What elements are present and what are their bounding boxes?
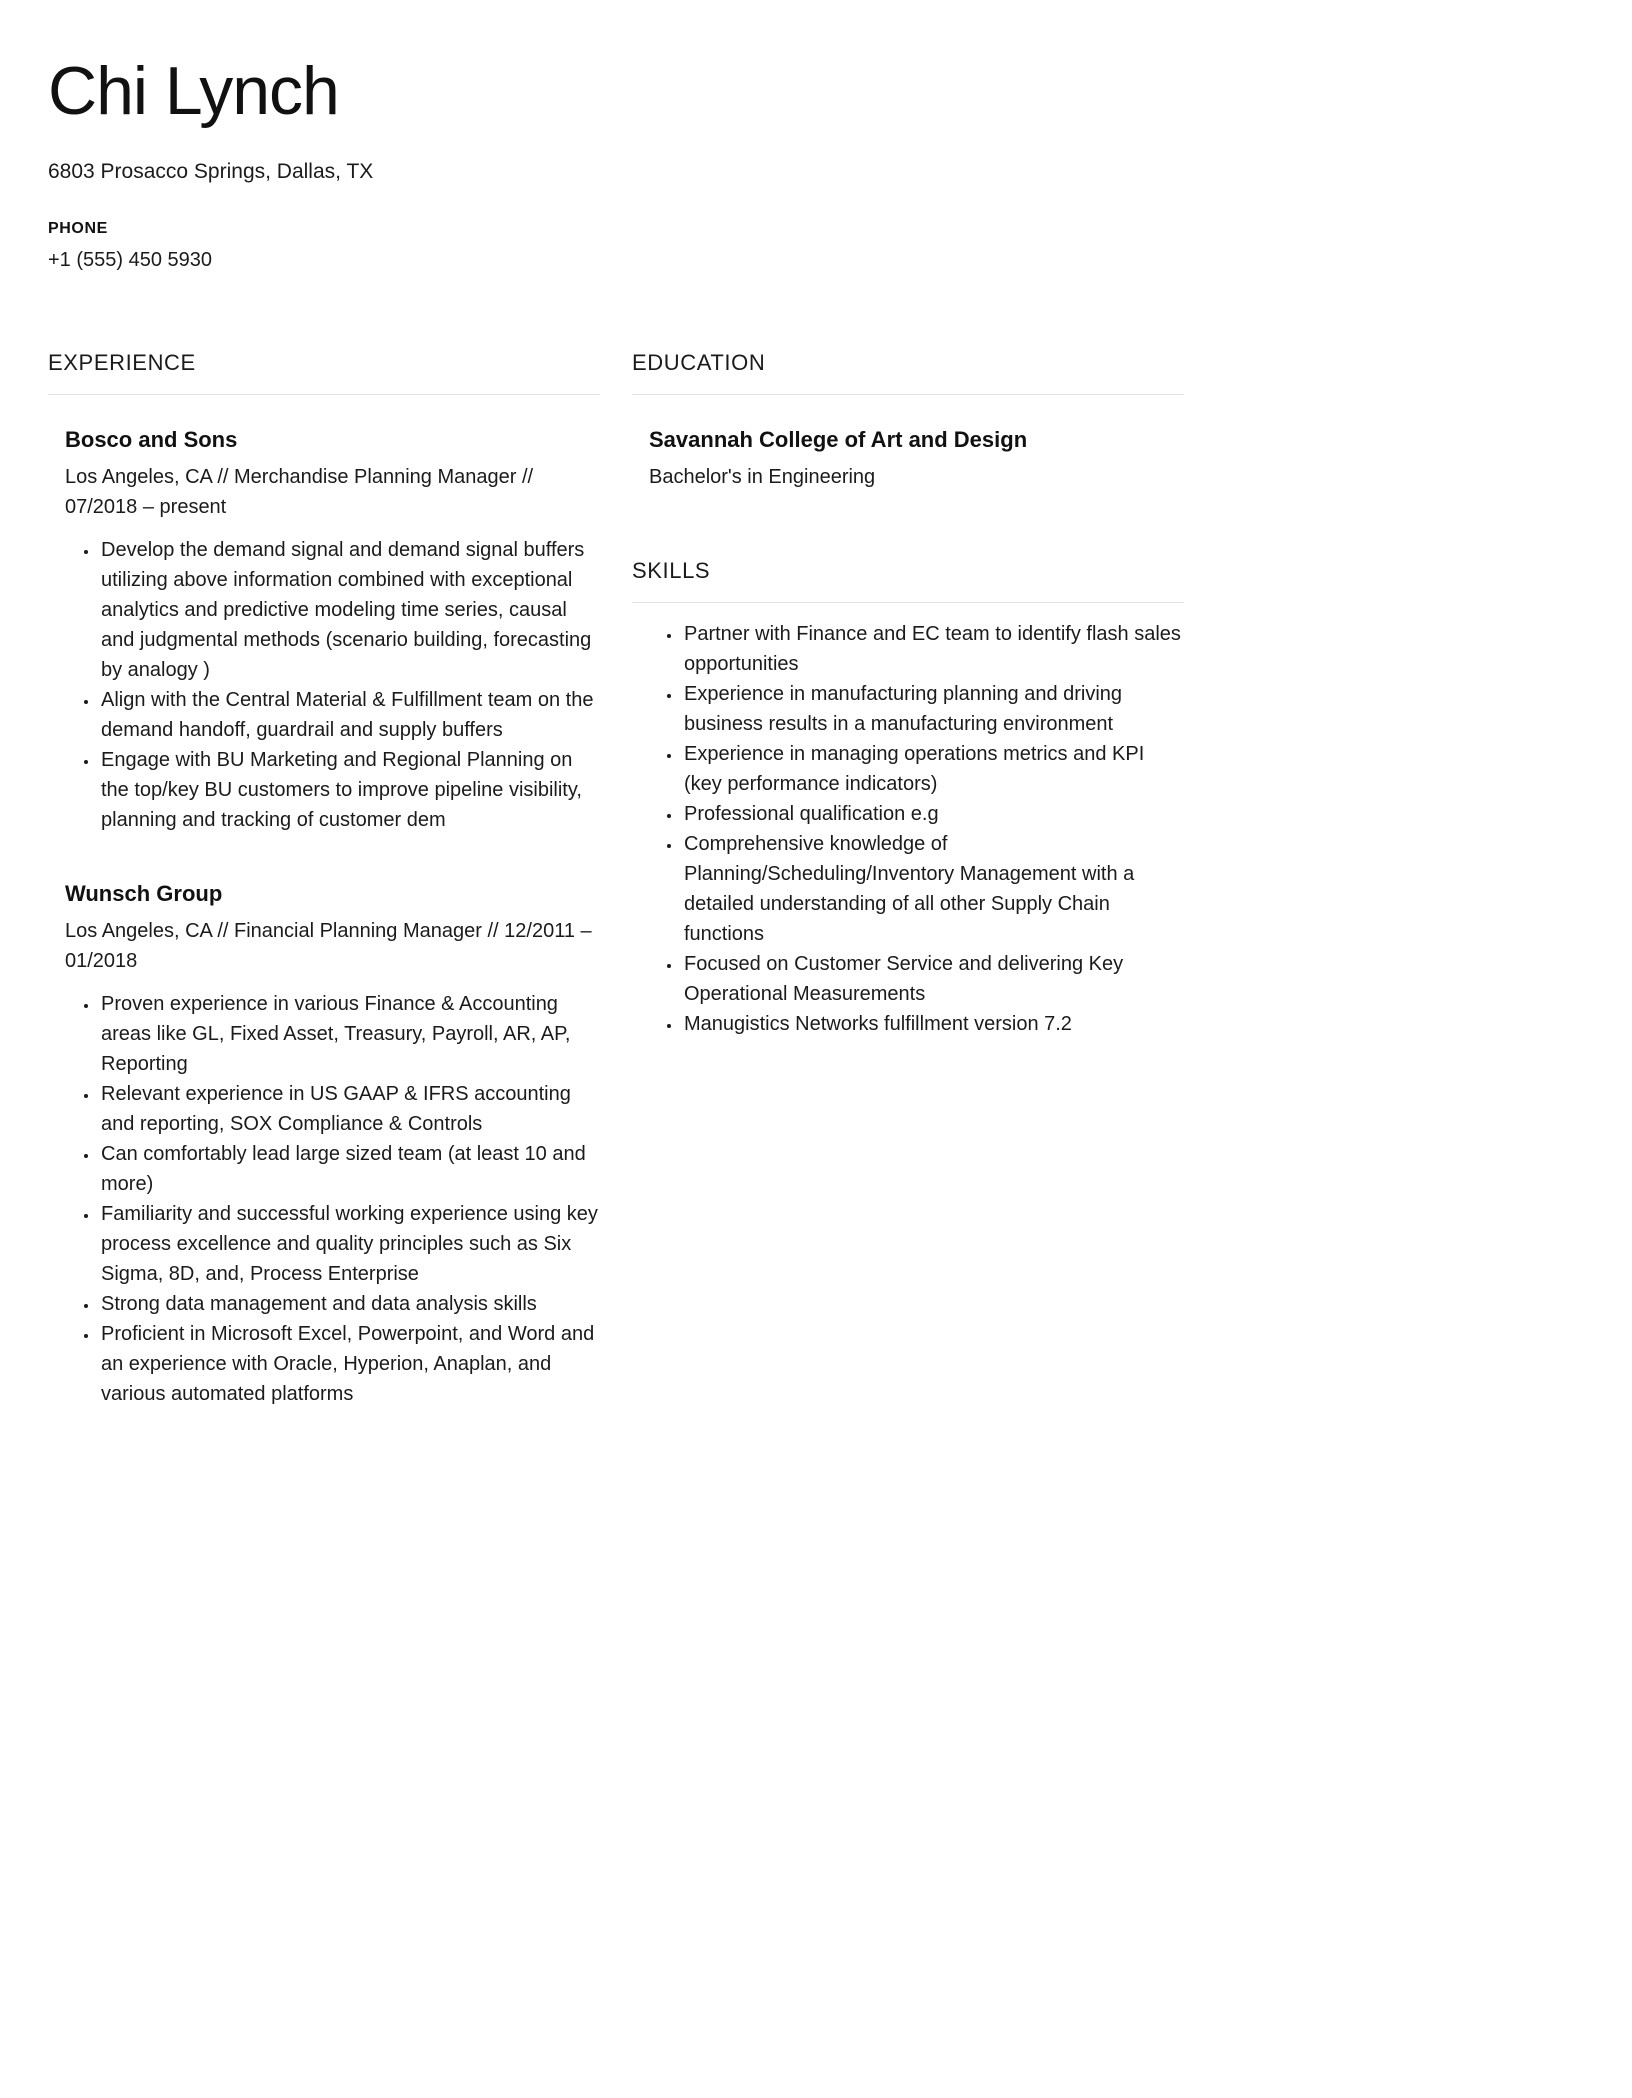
phone-label: PHONE bbox=[48, 220, 108, 237]
experience-section bbox=[48, 350, 600, 1409]
job-bullet: • Relevant experience in US GAAP & IFRS accounting and reporting, SOX Compliance & Controls bbox=[99, 1079, 600, 1139]
school-entry bbox=[649, 427, 1184, 492]
school-name: Savannah College of Art and Design bbox=[649, 427, 1028, 452]
skill-bullet: • Partner with Finance and EC team to identify flash sales opportunities bbox=[682, 619, 1184, 679]
education-title: EDUCATION bbox=[632, 350, 1184, 395]
job-bullet: • Engage with BU Marketing and Regional Planning on the top/key BU customers to improve pipeline visibility, planning and tracking of customer dem bbox=[99, 745, 600, 835]
job-bullet: • Can comfortably lead large sized team (at least 10 and more) bbox=[99, 1139, 600, 1199]
experience-title: EXPERIENCE bbox=[48, 350, 600, 395]
skills-bullet-list bbox=[648, 619, 1184, 1039]
resume-body bbox=[48, 350, 1584, 1409]
job-meta: Los Angeles, CA // Merchandise Planning Manager // 07/2018 – present bbox=[65, 466, 534, 518]
skills-list-wrap bbox=[648, 619, 1184, 1039]
job-bullet-list bbox=[65, 989, 600, 1409]
skill-bullet: • Manugistics Networks fulfillment version 7.2 bbox=[682, 1009, 1184, 1039]
company-name: Wunsch Group bbox=[65, 881, 223, 906]
job-bullet: • Develop the demand signal and demand signal buffers utilizing above information combined with exceptional analytics and predictive modeling time series, causal and judgmental methods (scenario building, forecasting by analogy ) bbox=[99, 535, 600, 685]
phone-block bbox=[48, 220, 1584, 272]
company-name: Bosco and Sons bbox=[65, 427, 238, 452]
person-name: Chi Lynch bbox=[48, 53, 339, 129]
resume-header bbox=[48, 52, 1584, 272]
skill-bullet: • Comprehensive knowledge of Planning/Scheduling/Inventory Management with a detailed understanding of all other Supply Chain functions bbox=[682, 829, 1184, 949]
skill-bullet: • Experience in managing operations metrics and KPI (key performance indicators) bbox=[682, 739, 1184, 799]
degree: Bachelor's in Engineering bbox=[649, 466, 876, 488]
job-bullet: • Align with the Central Material & Fulfillment team on the demand handoff, guardrail and supply buffers bbox=[99, 685, 600, 745]
job-bullet-list bbox=[65, 535, 600, 835]
skill-bullet: • Professional qualification e.g bbox=[682, 799, 1184, 829]
address-line: 6803 Prosacco Springs, Dallas, TX bbox=[48, 160, 374, 183]
job-bullet: • Familiarity and successful working experience using key process excellence and quality principles such as Six Sigma, 8D, and, Process Enterprise bbox=[99, 1199, 600, 1289]
skill-bullet: • Experience in manufacturing planning and driving business results in a manufacturing environment bbox=[682, 679, 1184, 739]
phone-number: +1 (555) 450 5930 bbox=[48, 249, 213, 271]
skills-section bbox=[632, 558, 1184, 1039]
job-bullet: • Proficient in Microsoft Excel, Powerpoint, and Word and an experience with Oracle, Hyperion, Anaplan, and various automated platforms bbox=[99, 1319, 600, 1409]
job-entry-bosco bbox=[65, 427, 600, 835]
skill-bullet: • Focused on Customer Service and delivering Key Operational Measurements bbox=[682, 949, 1184, 1009]
education-section bbox=[632, 350, 1184, 492]
skills-title: SKILLS bbox=[632, 558, 1184, 603]
job-entry-wunsch bbox=[65, 881, 600, 1409]
job-bullet: • Proven experience in various Finance & Accounting areas like GL, Fixed Asset, Treasury, Payroll, AR, AP, Reporting bbox=[99, 989, 600, 1079]
right-column bbox=[632, 350, 1184, 1039]
job-bullet: • Strong data management and data analysis skills bbox=[99, 1289, 600, 1319]
job-meta: Los Angeles, CA // Financial Planning Manager // 12/2011 – 01/2018 bbox=[65, 920, 592, 972]
